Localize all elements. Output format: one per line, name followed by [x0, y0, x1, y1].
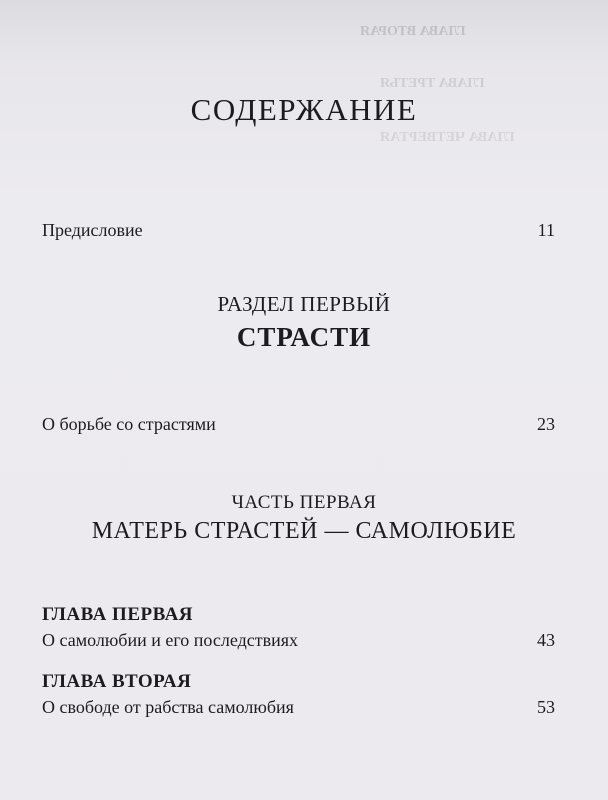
bleed-through-text: ГЛАВА ТРЕТЬЯ [380, 76, 485, 91]
section-title: СТРАСТИ [236, 322, 372, 352]
part-title: МАТЕРЬ СТРАСТЕЙ — САМОЛЮБИЕ [91, 518, 517, 544]
toc-entry-page-number: 23 [537, 414, 555, 434]
chapter-label: ГЛАВА ПЕРВАЯ [42, 604, 194, 625]
toc-entry-chapter-1[interactable] [42, 630, 555, 651]
toc-entry-title: О борьбе со страстями [42, 414, 216, 434]
part-label: ЧАСТЬ ПЕРВАЯ [231, 492, 377, 513]
section-label: РАЗДЕЛ ПЕРВЫЙ [217, 292, 391, 316]
toc-entry-page-number: 11 [537, 220, 555, 240]
bleed-through-text: ГЛАВА ВТОРАЯ [360, 24, 466, 39]
toc-entry-title: Предисловие [42, 220, 143, 240]
toc-entry-title: О самолюбии и его последствиях [42, 630, 298, 650]
toc-entry-chapter-2[interactable] [42, 697, 555, 718]
toc-entry-page-number: 43 [537, 630, 555, 650]
toc-entry-title: О свободе от рабства самолюбия [42, 697, 294, 717]
bleed-through-text: ГЛАВА ЧЕТВЕРТАЯ [380, 130, 515, 145]
toc-entry-passions[interactable] [42, 414, 555, 435]
toc-entry-page-number: 53 [537, 697, 555, 717]
toc-entry-preface[interactable] [42, 220, 555, 241]
toc-title: СОДЕРЖАНИЕ [190, 92, 418, 127]
chapter-label: ГЛАВА ВТОРАЯ [42, 671, 192, 692]
